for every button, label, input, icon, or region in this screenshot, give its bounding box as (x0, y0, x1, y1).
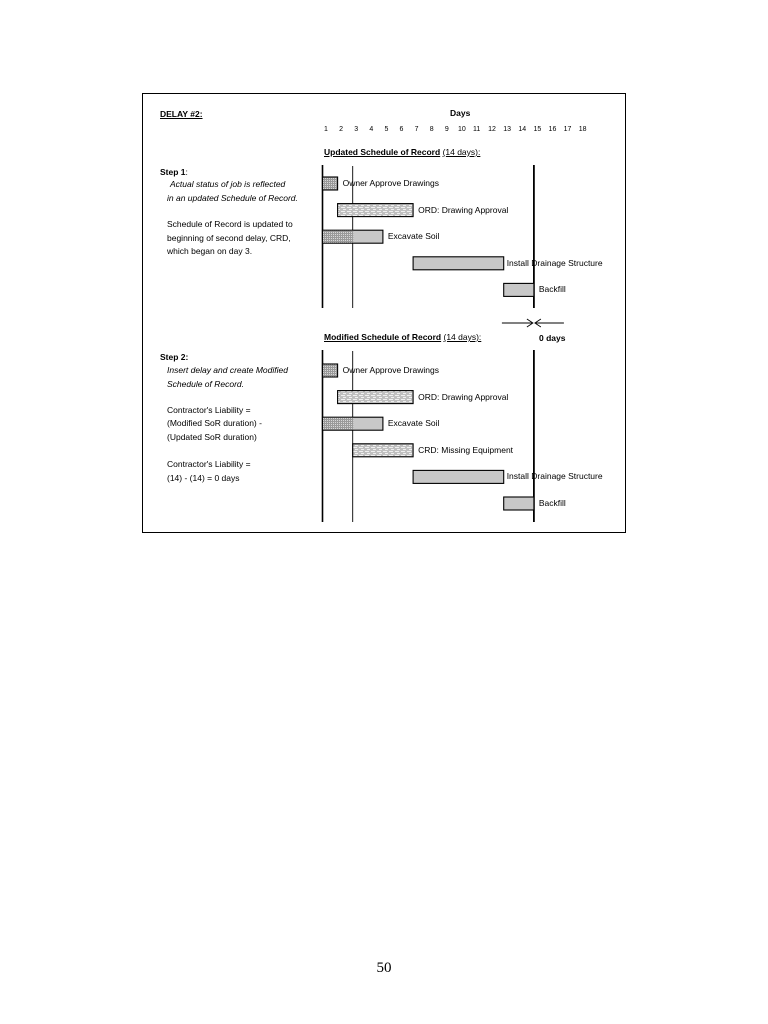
gantt-bar (504, 497, 534, 510)
day-number: 10 (457, 126, 466, 133)
day-number: 12 (488, 126, 496, 133)
step2-text-line: (Updated SoR duration) (167, 432, 257, 442)
day-number: 3 (354, 126, 359, 133)
bar-label: Excavate Soil (387, 418, 440, 429)
updated-schedule-heading: Updated Schedule of Record (14 days): (324, 147, 481, 157)
step2-text-line: Schedule of Record. (167, 379, 245, 389)
day-number: 15 (533, 126, 542, 133)
gantt-bar (323, 364, 338, 377)
day-number: 9 (444, 126, 449, 133)
step1-text-line: beginning of second delay, CRD, (167, 233, 291, 243)
step2-text-line: (Modified SoR duration) - (167, 418, 262, 428)
day-number: 1 (324, 126, 328, 133)
day-number: 5 (384, 126, 389, 133)
step2-text-line: Contractor's Liability = (167, 459, 251, 469)
days-header: Days (450, 108, 471, 118)
figure-title: DELAY #2: (160, 109, 203, 119)
bar-label: ORD: Drawing Approval (418, 391, 509, 402)
gantt-bar (338, 391, 414, 404)
day-number: 2 (339, 126, 344, 133)
day-number: 6 (399, 126, 404, 133)
bar-label: Install Drainage Structure (506, 257, 603, 268)
bar-label: Excavate Soil (387, 231, 440, 242)
day-number: 4 (369, 126, 374, 133)
step1-label: Step 1: (160, 167, 188, 177)
completed-portion (323, 231, 353, 243)
day-number: 17 (563, 126, 572, 133)
step1-text-line: in an updated Schedule of Record. (167, 193, 298, 203)
schedule-figure (142, 93, 626, 533)
day-number: 8 (429, 126, 434, 133)
bar-label: Owner Approve Drawings (342, 365, 439, 375)
bar-label: ORD: Drawing Approval (418, 204, 509, 215)
step1-text-line: Schedule of Record is updated to (167, 219, 293, 229)
step1-text-line: which began on day 3. (167, 246, 253, 256)
bar-label: Backfill (538, 498, 566, 508)
day-number: 11 (473, 126, 481, 133)
bar-label: Install Drainage Structure (506, 471, 603, 482)
gantt-bar (353, 444, 413, 457)
modified-schedule-heading: Modified Schedule of Record (14 days): (324, 332, 482, 342)
gantt-bar (323, 177, 338, 190)
completed-portion (323, 418, 353, 430)
day-number: 16 (548, 126, 557, 133)
gantt-bar (338, 204, 414, 217)
step2-text-line: (14) - (14) = 0 days (167, 473, 240, 483)
day-number: 14 (518, 126, 527, 133)
bar-label: Owner Approve Drawings (342, 178, 439, 188)
gantt-bar (413, 257, 504, 270)
gantt-bar (504, 283, 534, 296)
bar-label: CRD: Missing Equipment (418, 444, 514, 455)
step1-text-line: Actual status of job is reflected (170, 179, 286, 189)
day-number: 18 (578, 126, 587, 133)
step2-label: Step 2: (160, 352, 189, 362)
day-number: 7 (414, 126, 419, 133)
step2-text-line: Contractor's Liability = (167, 405, 251, 415)
gantt-bar (413, 470, 504, 483)
page-number: 50 (376, 960, 392, 976)
step2-text-line: Insert delay and create Modified (167, 365, 288, 375)
day-number: 13 (503, 126, 512, 133)
bar-label: Backfill (538, 284, 566, 295)
difference-label: 0 days (539, 333, 566, 343)
